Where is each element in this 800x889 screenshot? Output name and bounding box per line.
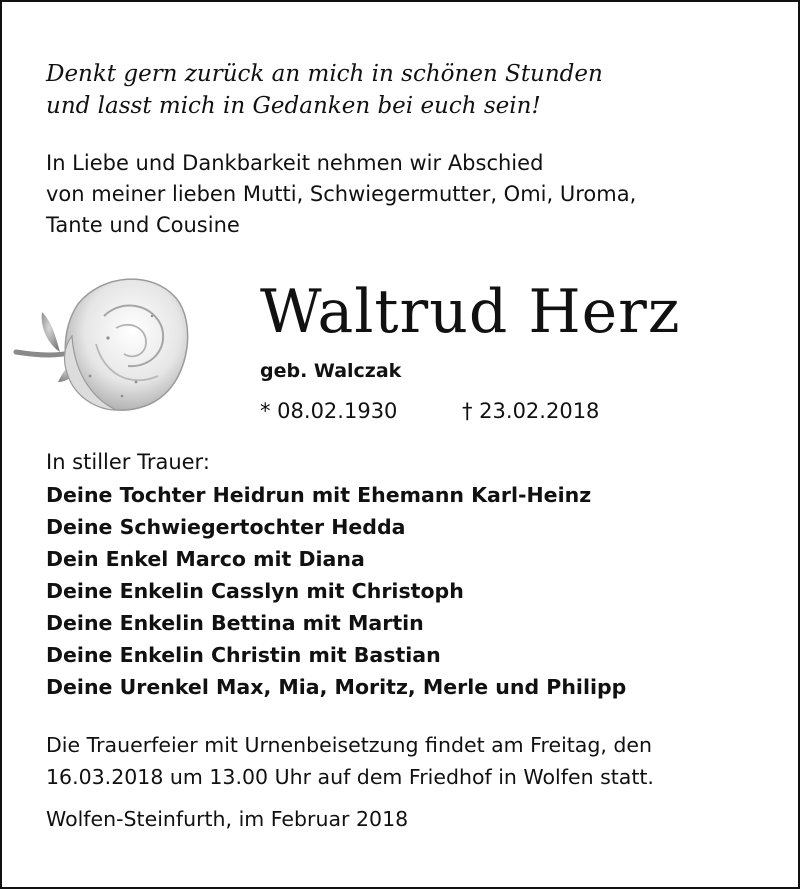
intro-line-1: In Liebe und Dankbarkeit nehmen wir Abschied — [46, 151, 544, 175]
funeral-line-1: Die Trauerfeier mit Urnenbeisetzung findet am Freitag, den — [46, 733, 653, 757]
maiden-name: geb. Walczak — [260, 360, 402, 382]
mourner-entry: Deine Enkelin Christin mit Bastian — [46, 643, 441, 667]
memorial-poem — [46, 58, 603, 122]
mourner-entry: Deine Enkelin Casslyn mit Christoph — [46, 579, 464, 603]
intro-line-3: Tante und Cousine — [46, 213, 240, 237]
deceased-name: Waltrud Herz — [260, 277, 681, 347]
funeral-line-2: 16.03.2018 um 13.00 Uhr auf dem Friedhof in Wolfen statt. — [46, 765, 654, 789]
mourners-label: In stiller Trauer: — [46, 450, 210, 474]
mourner-entry: Deine Schwiegertochter Hedda — [46, 515, 406, 539]
birth-date: * 08.02.1930 — [260, 399, 398, 423]
death-date: † 23.02.2018 — [462, 399, 600, 423]
poem-line-2: und lasst mich in Gedanken bei euch sein! — [46, 93, 541, 119]
mourner-entry: Deine Tochter Heidrun mit Ehemann Karl-Heinz — [46, 483, 592, 507]
mourner-entry: Deine Urenkel Max, Mia, Moritz, Merle und Philipp — [46, 675, 627, 699]
mourners-list — [46, 479, 626, 703]
white-rose-icon — [12, 264, 194, 426]
mourner-entry: Dein Enkel Marco mit Diana — [46, 547, 365, 571]
mourner-entry: Deine Enkelin Bettina mit Martin — [46, 611, 424, 635]
poem-line-1: Denkt gern zurück an mich in schönen Stunden — [46, 61, 603, 87]
farewell-intro — [46, 148, 636, 241]
place-and-date: Wolfen-Steinfurth, im Februar 2018 — [46, 807, 409, 831]
intro-line-2: von meiner lieben Mutti, Schwiegermutter, Omi, Uroma, — [46, 182, 637, 206]
funeral-info — [46, 729, 654, 793]
